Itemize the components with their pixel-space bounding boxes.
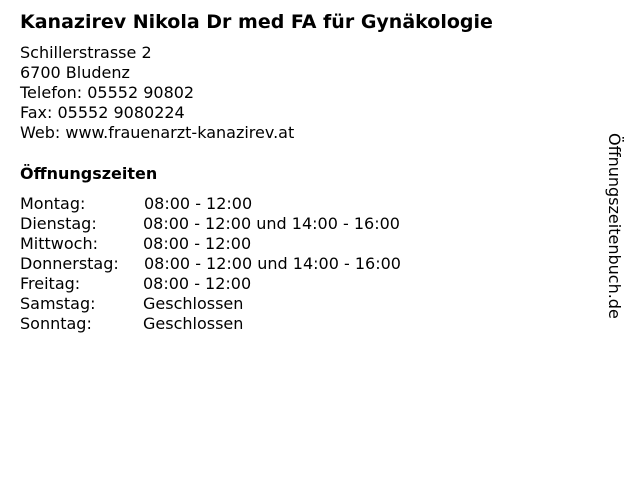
hours-time: 08:00 - 12:00 <box>143 274 252 293</box>
hours-time: Geschlossen <box>143 294 244 313</box>
hours-row-thursday <box>20 254 401 274</box>
city-postcode: 6700 Bludenz <box>20 63 130 82</box>
opening-hours-table <box>20 194 401 334</box>
hours-day: Sonntag: <box>20 314 92 333</box>
hours-day: Mittwoch: <box>20 234 98 253</box>
hours-row-saturday <box>20 294 401 314</box>
hours-row-tuesday <box>20 214 401 234</box>
hours-row-friday <box>20 274 401 294</box>
hours-day: Freitag: <box>20 274 81 293</box>
contact-block <box>20 43 294 143</box>
hours-row-sunday <box>20 314 401 334</box>
hours-day: Dienstag: <box>20 214 97 233</box>
hours-time: 08:00 - 12:00 <box>143 234 252 253</box>
fax-number: Fax: 05552 9080224 <box>20 103 185 122</box>
hours-time: 08:00 - 12:00 und 14:00 - 16:00 <box>143 214 400 233</box>
side-brand-label: Öffnungszeitenbuch.de <box>605 133 624 319</box>
street-address: Schillerstrasse 2 <box>20 43 152 62</box>
hours-time: Geschlossen <box>143 314 244 333</box>
hours-day: Samstag: <box>20 294 96 313</box>
hours-day: Montag: <box>20 194 86 213</box>
business-name: Kanazirev Nikola Dr med FA für Gynäkologie <box>20 11 493 33</box>
hours-row-monday <box>20 194 401 214</box>
hours-time: 08:00 - 12:00 <box>144 194 253 213</box>
opening-hours-heading: Öffnungszeiten <box>20 164 158 183</box>
hours-day: Donnerstag: <box>20 254 119 273</box>
phone-number[interactable]: Telefon: 05552 90802 <box>20 83 195 102</box>
hours-row-wednesday <box>20 234 401 254</box>
website-link[interactable]: Web: www.frauenarzt-kanazirev.at <box>20 123 295 142</box>
hours-time: 08:00 - 12:00 und 14:00 - 16:00 <box>144 254 401 273</box>
